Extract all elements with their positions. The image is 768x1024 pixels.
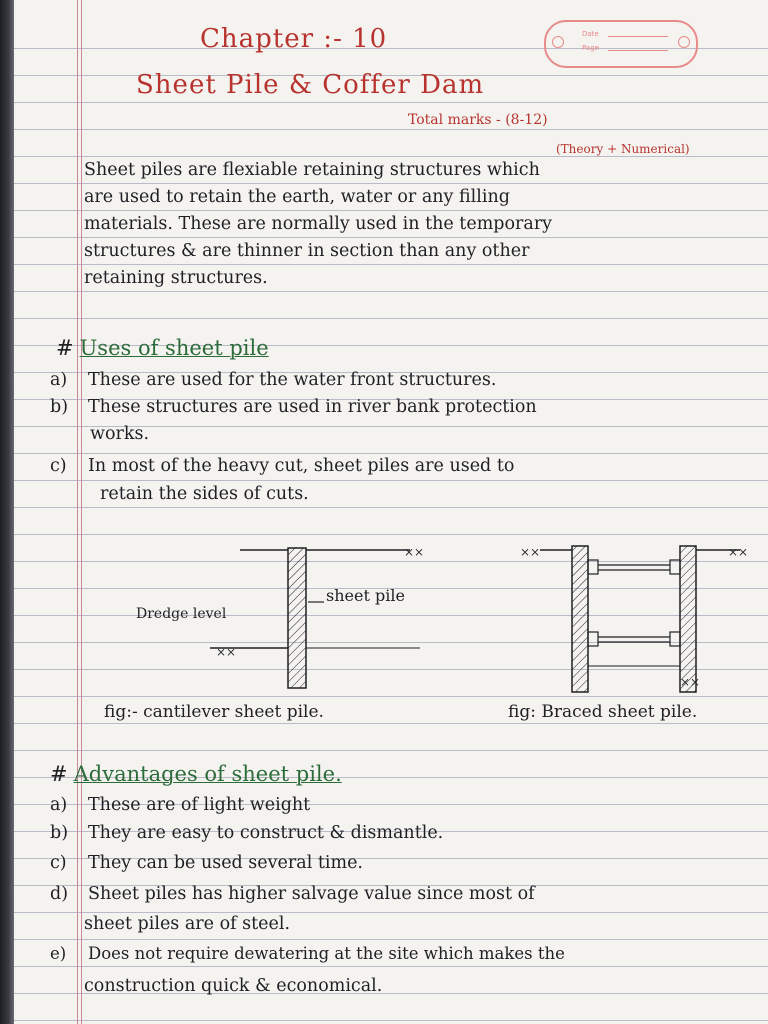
marks-note: (Theory + Numerical) <box>556 142 690 156</box>
item-text: They are easy to construct & dismantle. <box>88 823 444 843</box>
item-text: These structures are used in river bank protection <box>88 397 537 417</box>
stamp-circle-icon <box>678 36 690 48</box>
dredge-level-label: Dredge level <box>136 606 227 622</box>
item-continuation: works. <box>90 424 150 444</box>
item-continuation: sheet piles are of steel. <box>84 914 291 934</box>
stamp-page-label: Page <box>582 44 599 52</box>
item-label: a) <box>50 795 68 815</box>
heading-hash: # <box>56 336 74 360</box>
uses-heading-text: Uses of sheet pile <box>79 336 269 360</box>
list-item <box>50 370 496 390</box>
item-text: They can be used several time. <box>88 853 363 873</box>
notebook-binding <box>0 0 14 1024</box>
list-item <box>50 397 537 417</box>
svg-text:⨯⨯: ⨯⨯ <box>680 675 701 689</box>
cantilever-sheet-pile-figure <box>210 545 424 688</box>
item-text: Does not require dewatering at the site which makes the <box>88 944 565 963</box>
item-label: c) <box>50 853 67 873</box>
stamp-circle-icon <box>552 36 564 48</box>
advantages-heading <box>50 762 342 786</box>
item-text: In most of the heavy cut, sheet piles are used to <box>88 456 515 476</box>
item-text: Sheet piles has higher salvage value since most of <box>88 884 535 904</box>
intro-line: structures & are thinner in section than any other <box>84 241 530 261</box>
item-label: d) <box>50 884 69 904</box>
sheet-pile-label: sheet pile <box>326 586 405 605</box>
intro-line: are used to retain the earth, water or any filling <box>84 187 510 207</box>
list-item <box>50 853 363 873</box>
item-label: c) <box>50 456 67 476</box>
stamp-page-line <box>608 50 668 51</box>
braced-caption: fig: Braced sheet pile. <box>508 702 698 722</box>
list-item <box>50 884 535 904</box>
intro-paragraph <box>84 157 754 292</box>
total-marks: Total marks - (8-12) <box>408 112 548 128</box>
item-label: b) <box>50 823 69 843</box>
uses-heading <box>56 336 269 360</box>
item-text: These are of light weight <box>88 795 311 815</box>
list-item <box>50 456 514 476</box>
svg-text:⨯⨯: ⨯⨯ <box>520 545 541 559</box>
intro-line: Sheet piles are flexiable retaining structures which <box>84 160 540 180</box>
item-label: e) <box>50 944 67 963</box>
svg-text:⨯⨯: ⨯⨯ <box>728 545 749 559</box>
braced-sheet-pile-figure <box>520 545 748 692</box>
stamp-date-label: Date <box>582 30 599 38</box>
item-continuation: retain the sides of cuts. <box>100 484 309 504</box>
svg-text:⨯⨯: ⨯⨯ <box>404 545 425 559</box>
list-item <box>50 944 565 963</box>
cantilever-caption: fig:- cantilever sheet pile. <box>104 702 324 722</box>
date-page-stamp <box>544 20 698 68</box>
stamp-date-line <box>608 36 668 37</box>
item-continuation: construction quick & economical. <box>84 976 383 996</box>
svg-text:⨯⨯: ⨯⨯ <box>216 645 237 659</box>
chapter-heading: Chapter :- 10 <box>200 24 388 54</box>
advantages-heading-text: Advantages of sheet pile. <box>73 762 342 786</box>
intro-line: materials. These are normally used in the temporary <box>84 214 553 234</box>
item-label: b) <box>50 397 69 417</box>
heading-hash: # <box>50 762 68 786</box>
list-item <box>50 795 310 815</box>
page-title: Sheet Pile & Coffer Dam <box>136 70 485 100</box>
item-text: These are used for the water front structures. <box>88 370 497 390</box>
list-item <box>50 823 443 843</box>
intro-line: retaining structures. <box>84 268 268 288</box>
item-label: a) <box>50 370 68 390</box>
